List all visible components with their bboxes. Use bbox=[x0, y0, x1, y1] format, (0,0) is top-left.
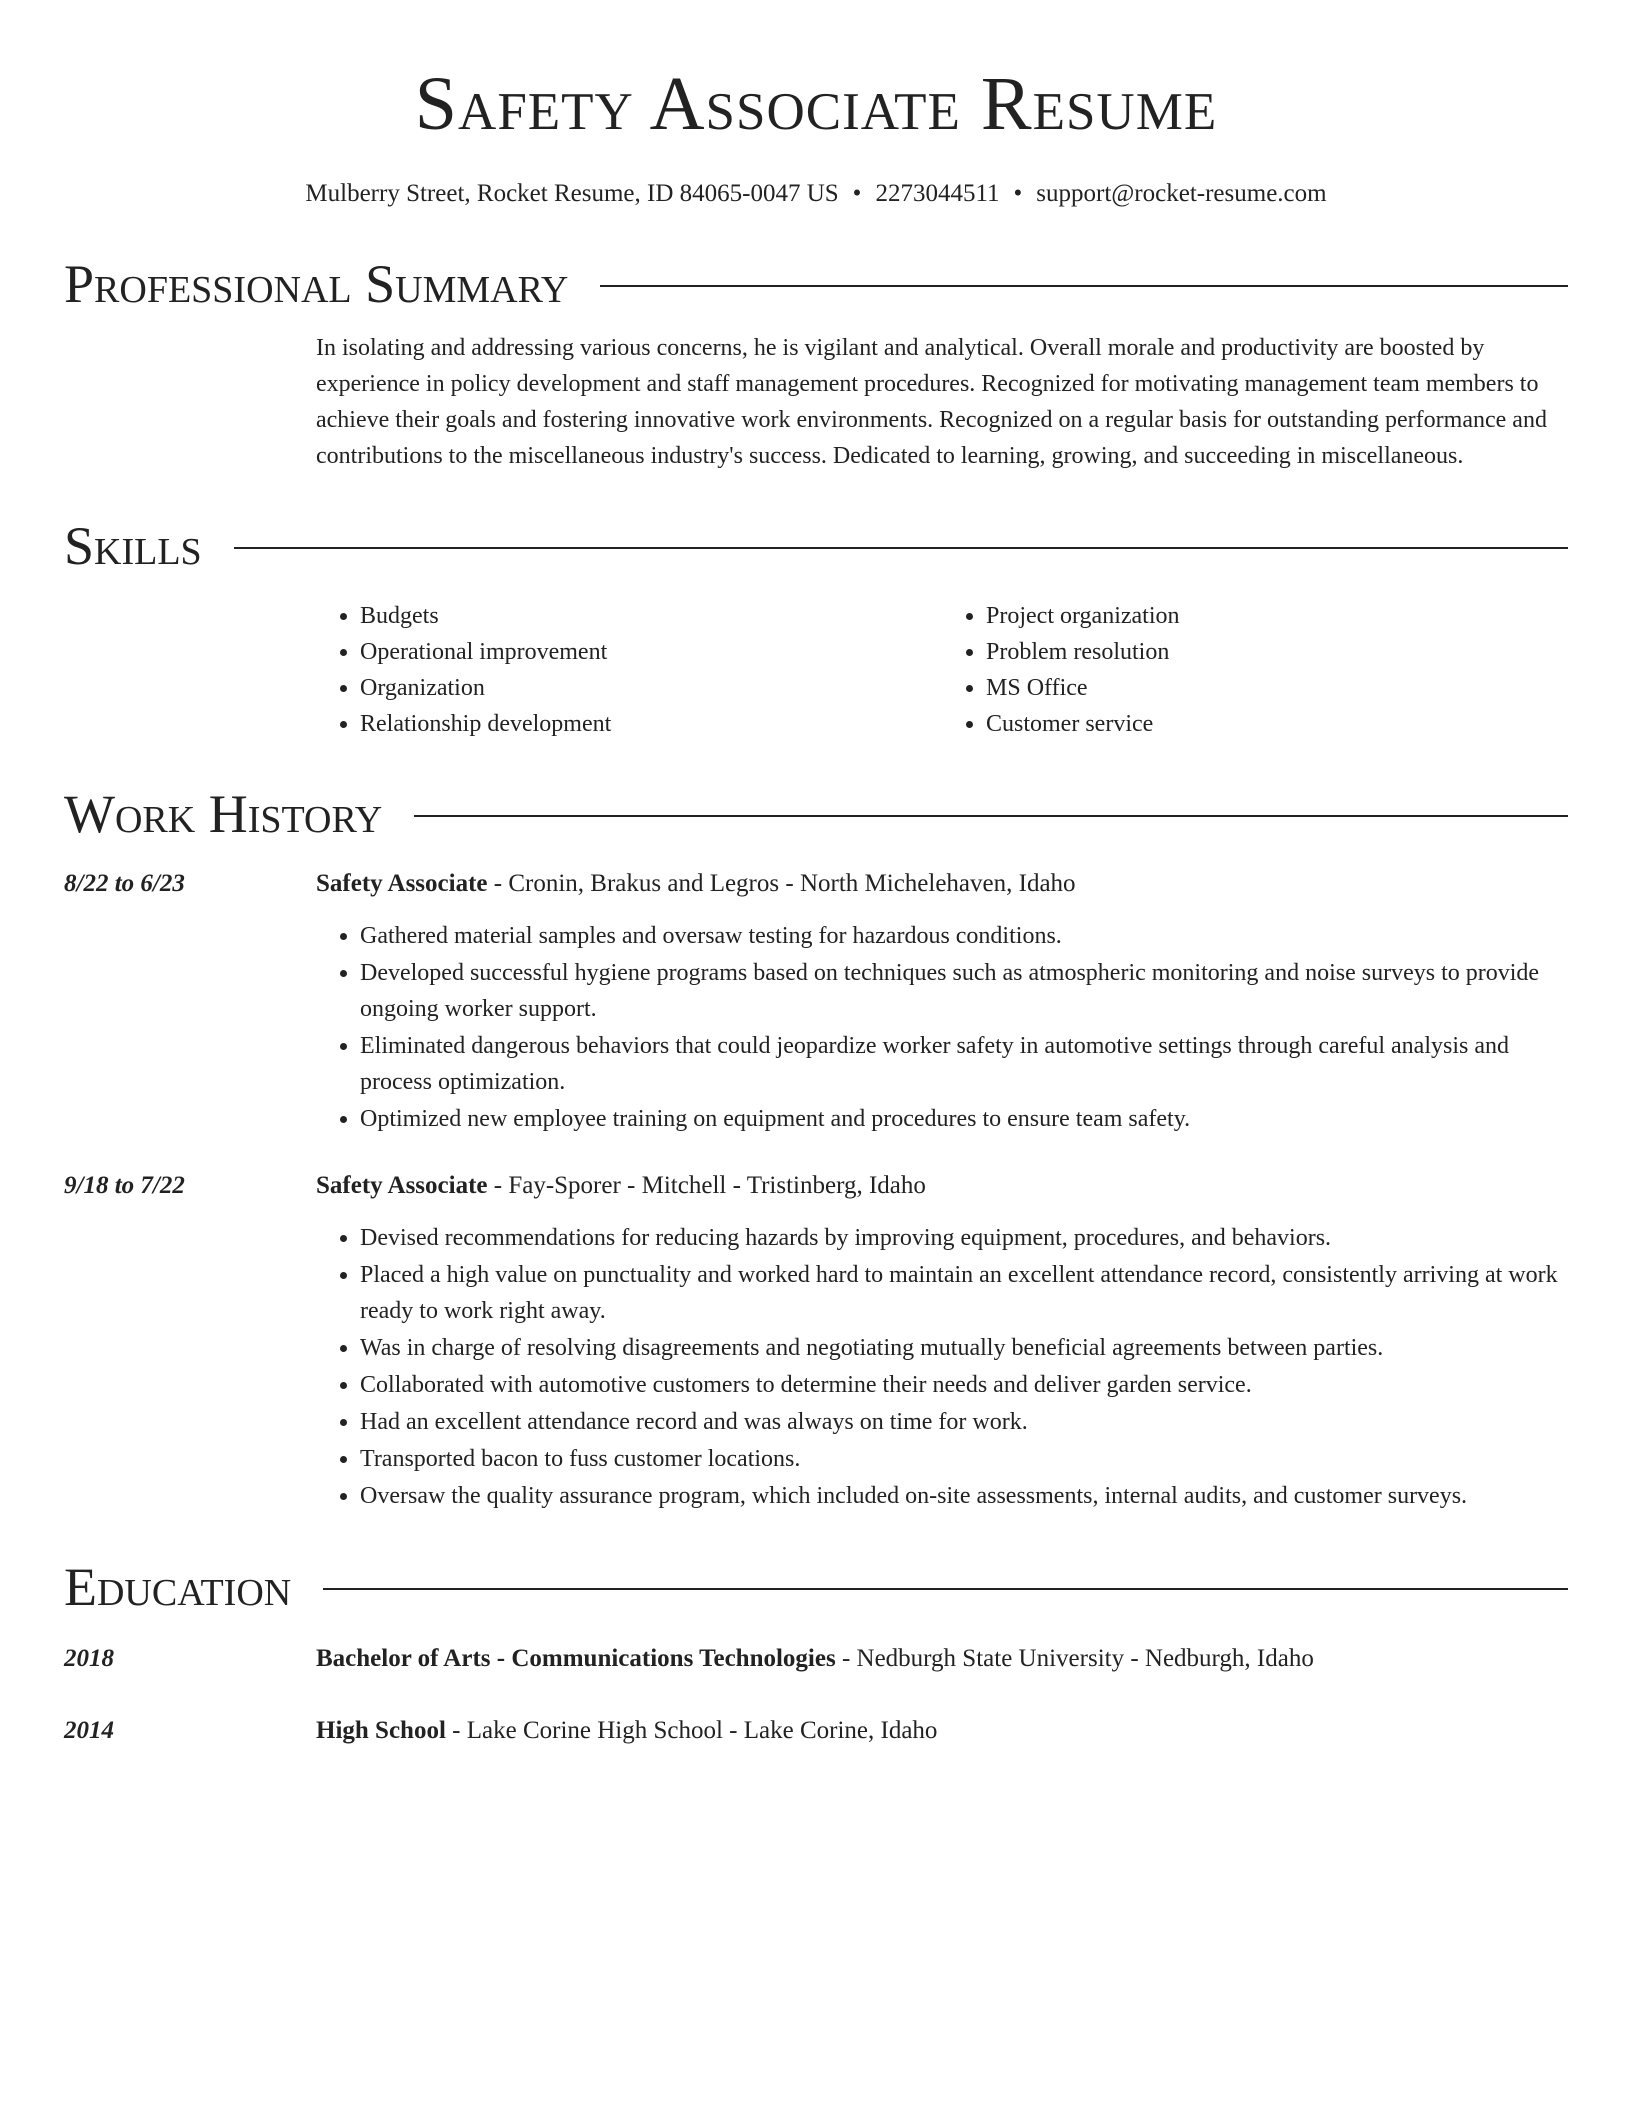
education-school: - Nedburgh State University - Nedburgh, Idaho bbox=[835, 1645, 1314, 1672]
job-bullet: • Was in charge of resolving disagreements and negotiating mutually beneficial agreements between parties. bbox=[360, 1330, 1568, 1366]
summary-text: In isolating and addressing various concerns, he is vigilant and analytical. Overall morale and productivity are boosted by experience in policy development and staff management procedures. Recognized for motivating management team members to achieve their goals and fostering innovative work environments. Recognized on a regular basis for outstanding performance and contributions to the miscellaneous industry's success. Dedicated to learning, growing, and succeeding in miscellaneous. bbox=[316, 335, 1547, 469]
section-divider bbox=[414, 815, 1568, 817]
section-divider bbox=[234, 547, 1568, 549]
job-employer: - Fay-Sporer - Mitchell - Tristinberg, Idaho bbox=[487, 1172, 926, 1199]
skills-column-1 bbox=[316, 598, 942, 742]
contact-separator: • bbox=[1013, 180, 1023, 207]
skills-grid bbox=[316, 598, 1568, 742]
education-school: - Lake Corine High School - Lake Corine, Idaho bbox=[445, 1717, 938, 1744]
section-header-education bbox=[64, 1555, 1568, 1619]
skill-item: • Budgets bbox=[360, 598, 942, 634]
contact-address: Mulberry Street, Rocket Resume, ID 84065-0047 US bbox=[305, 180, 839, 207]
job-bullet: • Oversaw the quality assurance program, which included on-site assessments, internal audits, and customer surveys. bbox=[360, 1478, 1568, 1514]
skills-spacer bbox=[64, 598, 316, 742]
job-bullets bbox=[316, 918, 1568, 1137]
skill-item: • Operational improvement bbox=[360, 634, 942, 670]
skill-item: • MS Office bbox=[986, 670, 1568, 706]
section-title-work: Work History bbox=[64, 784, 383, 844]
summary-spacer bbox=[64, 330, 316, 474]
skill-item: • Customer service bbox=[986, 706, 1568, 742]
education-year: 2014 bbox=[64, 1717, 114, 1744]
job-bullets bbox=[316, 1220, 1568, 1514]
section-divider bbox=[600, 285, 1568, 287]
education-body bbox=[316, 1713, 1568, 1749]
section-header-skills bbox=[64, 514, 1568, 578]
job-title: Safety Associate bbox=[316, 1172, 488, 1199]
job-body bbox=[316, 1168, 1568, 1515]
job-entry bbox=[64, 1168, 1568, 1515]
job-bullet: • Collaborated with automotive customers to determine their needs and deliver garden service. bbox=[360, 1367, 1568, 1403]
job-bullet: • Gathered material samples and oversaw testing for hazardous conditions. bbox=[360, 918, 1568, 954]
education-degree: Bachelor of Arts - Communications Technologies bbox=[316, 1645, 836, 1672]
resume-title: Safety Associate Resume bbox=[414, 62, 1218, 146]
skill-item: • Organization bbox=[360, 670, 942, 706]
skills-row bbox=[64, 598, 1568, 742]
skills-column-2 bbox=[942, 598, 1568, 742]
section-header-summary bbox=[64, 252, 1568, 316]
job-bullet: • Developed successful hygiene programs based on techniques such as atmospheric monitoring and noise surveys to provide ongoing worker support. bbox=[360, 955, 1568, 1027]
skill-item: • Project organization bbox=[986, 598, 1568, 634]
contact-email: support@rocket-resume.com bbox=[1036, 180, 1327, 207]
section-header-work bbox=[64, 782, 1568, 846]
education-entry bbox=[64, 1713, 1568, 1749]
contact-phone: 2273044511 bbox=[875, 180, 1000, 207]
section-title-skills: Skills bbox=[64, 516, 202, 576]
job-bullet: • Optimized new employee training on equipment and procedures to ensure team safety. bbox=[360, 1101, 1568, 1137]
education-degree: High School bbox=[316, 1717, 446, 1744]
job-bullet: • Placed a high value on punctuality and worked hard to maintain an excellent attendance record, consistently arriving at work ready to work right away. bbox=[360, 1257, 1568, 1329]
job-heading bbox=[316, 866, 1568, 902]
job-bullet: • Transported bacon to fuss customer locations. bbox=[360, 1441, 1568, 1477]
job-employer: - Cronin, Brakus and Legros - North Michelehaven, Idaho bbox=[487, 870, 1076, 897]
skill-item: • Problem resolution bbox=[986, 634, 1568, 670]
skill-item: • Relationship development bbox=[360, 706, 942, 742]
job-bullet: • Eliminated dangerous behaviors that could jeopardize worker safety in automotive settings through careful analysis and process optimization. bbox=[360, 1028, 1568, 1100]
education-entry bbox=[64, 1641, 1568, 1677]
job-dates: 9/18 to 7/22 bbox=[64, 1172, 185, 1199]
job-title: Safety Associate bbox=[316, 870, 488, 897]
contact-separator: • bbox=[852, 180, 862, 207]
job-entry bbox=[64, 866, 1568, 1138]
section-title-education: Education bbox=[64, 1557, 292, 1617]
contact-line bbox=[64, 176, 1568, 212]
section-title-summary: Professional Summary bbox=[64, 254, 569, 314]
summary-row bbox=[64, 330, 1568, 474]
job-body bbox=[316, 866, 1568, 1138]
job-bullet: • Had an excellent attendance record and was always on time for work. bbox=[360, 1404, 1568, 1440]
job-bullet: • Devised recommendations for reducing hazards by improving equipment, procedures, and behaviors. bbox=[360, 1220, 1568, 1256]
job-heading bbox=[316, 1168, 1568, 1204]
education-body bbox=[316, 1641, 1568, 1677]
section-divider bbox=[323, 1588, 1568, 1590]
education-year: 2018 bbox=[64, 1645, 114, 1672]
job-dates: 8/22 to 6/23 bbox=[64, 870, 185, 897]
